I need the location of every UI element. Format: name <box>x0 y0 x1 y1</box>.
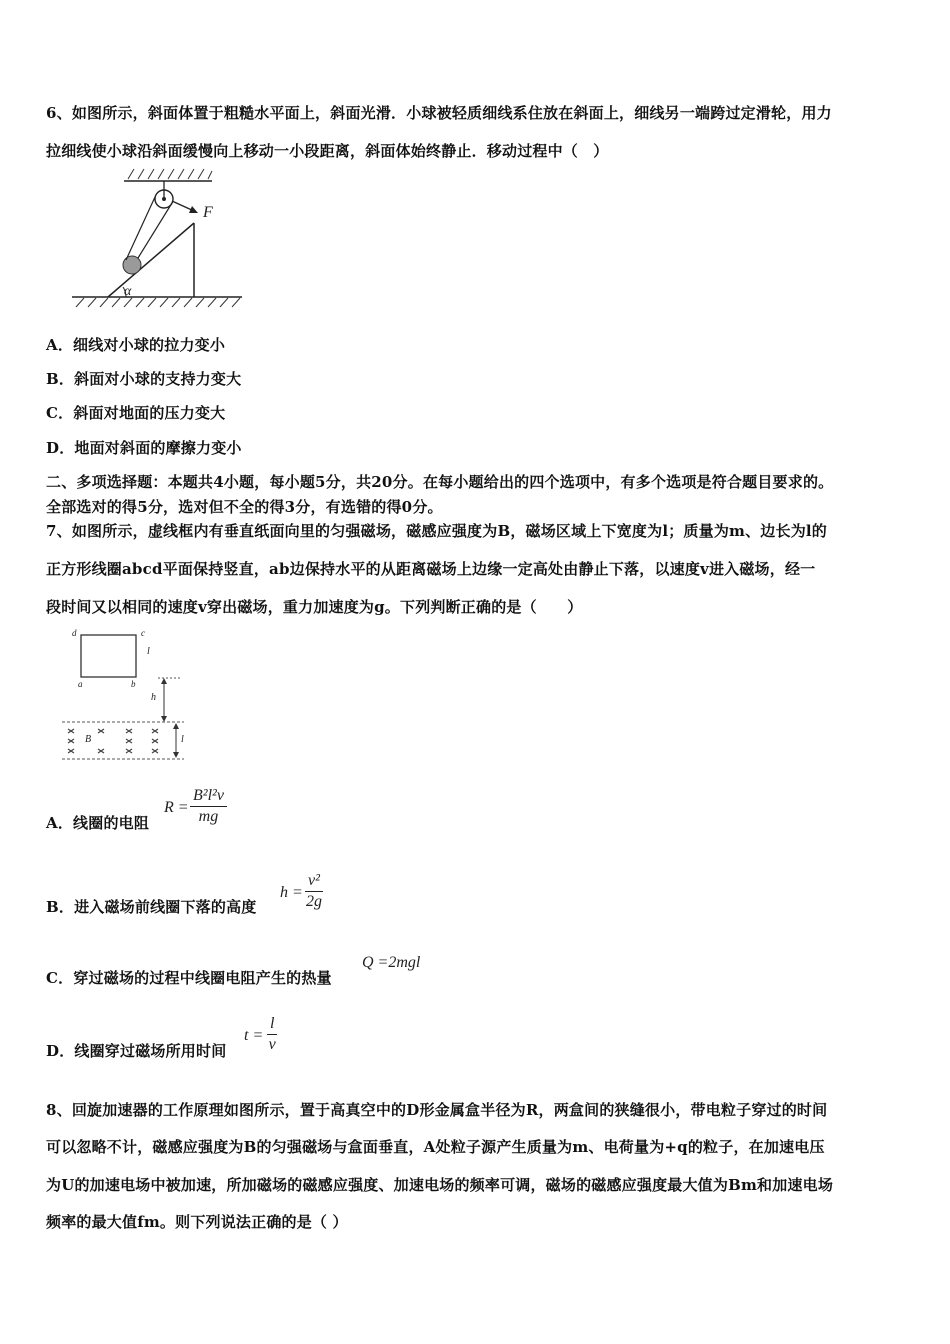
corner-label-d: d <box>72 628 77 638</box>
q7-option-b-lhs: h = <box>280 884 303 901</box>
q7-stem-line-2: 正方形线圈abcd平面保持竖直，ab边保持水平的从距离磁场上边缘一定高处由静止下落，以速度v进入磁场，经一 <box>46 560 816 578</box>
field-width-label: l <box>181 734 184 745</box>
q7-option-b-numerator: v² <box>305 872 323 892</box>
q7-option-a-denominator: mg <box>198 808 219 825</box>
q7-option-a-text: A．线圈的电阻 <box>46 814 150 832</box>
section2-instructions-line-1: 二、多项选择题：本题共4小题，每小题5分，共20分。在每小题给出的四个选项中，有多个选项是符合题目要求的。 <box>46 473 834 491</box>
coil-side-label: l <box>147 646 150 657</box>
q8-stem-line-4: 频率的最大值fm。则下列说法正确的是（ ） <box>46 1213 348 1231</box>
q7-stem-line-3: 段时间又以相同的速度v穿出磁场，重力加速度为g。下列判断正确的是（ ） <box>46 598 583 616</box>
q7-option-d-fraction <box>267 1015 277 1054</box>
q7-option-b-denominator: 2g <box>305 893 322 910</box>
q7-stem-line-1: 7、如图所示，虚线框内有垂直纸面向里的匀强磁场，磁感应强度为B，磁场区域上下宽度为l；质量为m、边长为l的 <box>46 522 827 540</box>
q8-stem-line-1: 8、回旋加速器的工作原理如图所示，置于高真空中的D形金属盒半径为R，两盒间的狭缝很小，带电粒子穿过的时间 <box>46 1101 828 1119</box>
corner-label-a: a <box>78 679 83 689</box>
force-label: F <box>203 204 213 221</box>
height-label: h <box>151 692 156 703</box>
corner-label-c: c <box>141 628 145 638</box>
angle-label: α <box>124 284 132 299</box>
q7-option-d-text: D．线圈穿过磁场所用时间 <box>46 1042 227 1060</box>
q6-option-b: B．斜面对小球的支持力变大 <box>46 370 242 388</box>
q8-stem-line-3: 为U的加速电场中被加速，所加磁场的磁感应强度、加速电场的频率可调，磁场的磁感应强度最大值为Bm和加速电场 <box>46 1176 834 1194</box>
q7-option-b-text: B．进入磁场前线圈下落的高度 <box>46 898 257 916</box>
section2-instructions-line-2: 全部选对的得5分，选对但不全的得3分，有选错的得0分。 <box>46 498 443 516</box>
q6-option-a: A．细线对小球的拉力变小 <box>46 336 226 354</box>
q7-option-c-text: C．穿过磁场的过程中线圈电阻产生的热量 <box>46 969 332 987</box>
q7-coil-magnetic-field-figure <box>58 626 198 766</box>
q7-option-c-formula: Q =2mgl <box>362 954 421 971</box>
q6-incline-pulley-figure <box>66 165 252 315</box>
q6-option-d: D．地面对斜面的摩擦力变小 <box>46 439 242 457</box>
q7-option-d-denominator: v <box>268 1036 276 1053</box>
q7-option-d-lhs: t = <box>244 1027 264 1044</box>
q7-option-a-fraction <box>190 787 227 826</box>
q6-stem-line-1: 6、如图所示，斜面体置于粗糙水平面上，斜面光滑．小球被轻质细线系住放在斜面上，细线另一端跨过定滑轮，用力 <box>46 104 832 122</box>
q7-option-d-numerator: l <box>267 1015 277 1035</box>
q7-option-a-numerator: B²l²v <box>190 787 227 807</box>
q7-option-b-fraction <box>305 872 323 911</box>
q6-option-c: C．斜面对地面的压力变大 <box>46 404 226 422</box>
q7-option-a-lhs: R = <box>164 799 189 816</box>
q6-stem-line-2: 拉细线使小球沿斜面缓慢向上移动一小段距离，斜面体始终静止．移动过程中（ ） <box>46 142 609 160</box>
q8-stem-line-2: 可以忽略不计，磁感应强度为B的匀强磁场与盒面垂直，A处粒子源产生质量为m、电荷量为+q的粒子，在加速电压 <box>46 1138 825 1156</box>
field-label: B <box>85 734 92 745</box>
corner-label-b: b <box>131 679 136 689</box>
